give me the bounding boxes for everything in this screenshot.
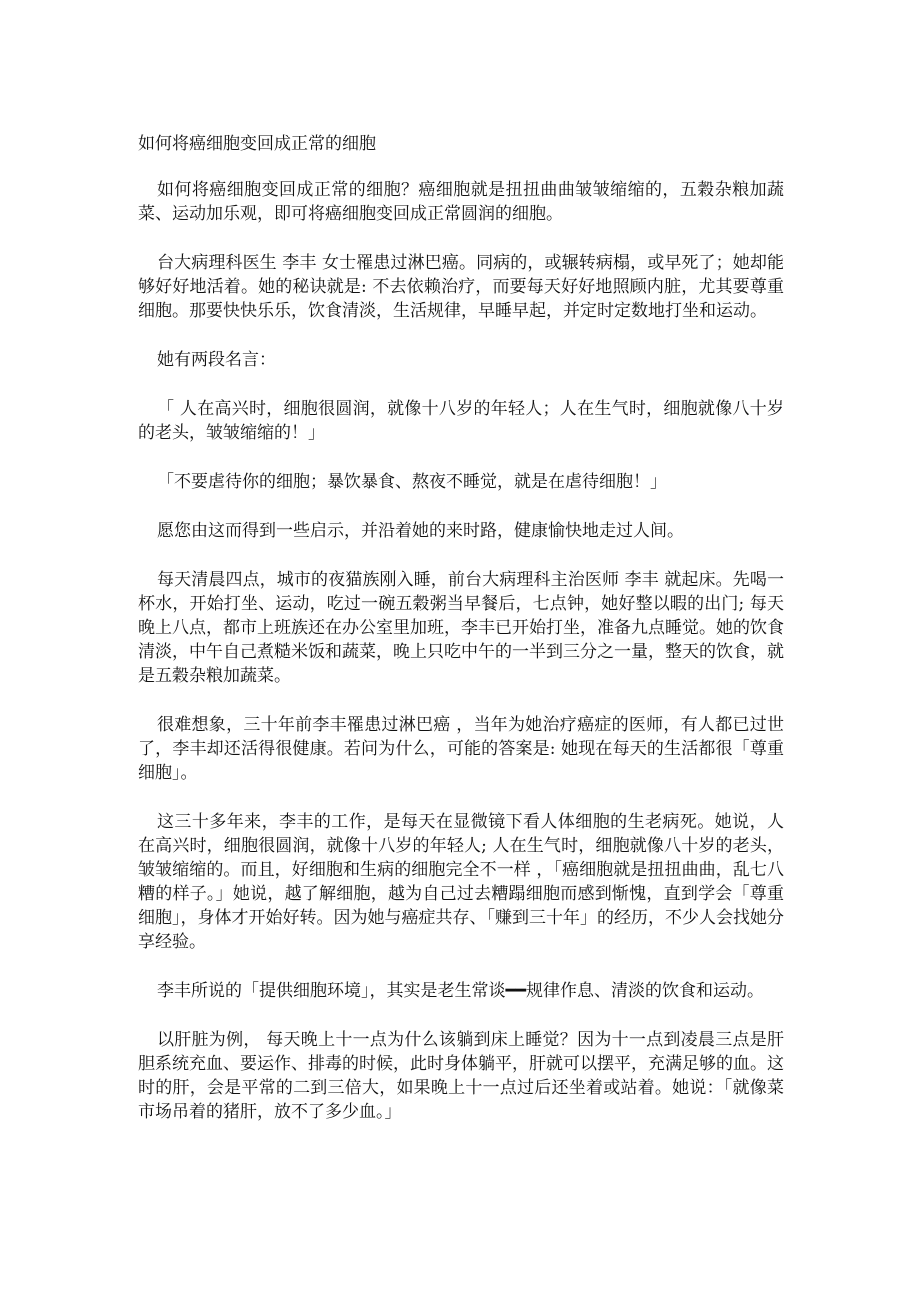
paragraph: 如何将癌细胞变回成正常的细胞？癌细胞就是扭扭曲曲皱皱缩缩的，五穀杂粮加蔬菜、运动加乐观，即可将癌细胞变回成正常圆润的细胞。: [138, 180, 784, 224]
paragraph: 台大病理科医生 李丰 女士罹患过淋巴癌。同病的，或辗转病榻，或早死了；她却能够好好地活着。她的秘诀就是: 不去依赖治疗，而要每天好好地照顾内脏，尤其要尊重细胞。那要快快乐乐，饮食清淡，生活规律，早睡早起，并定时定数地打坐和运动。: [138, 253, 784, 321]
paragraph: 很难想象，三十年前李丰罹患过淋巴癌 ，当年为她治疗癌症的医师，有人都已过世了，李丰却还活得很健康。若问为什么，可能的答案是: 她现在每天的生活都很「尊重细胞」。: [138, 715, 784, 783]
paragraph: 这三十多年来，李丰的工作，是每天在显微镜下看人体细胞的生老病死。她说，人在高兴时，细胞很圆润，就像十八岁的年轻人; 人在生气时，细胞就像八十岁的老头，皱皱缩缩的。而且，好细胞和生病的细胞完全不一样 ，「癌细胞就是扭扭曲曲，乱七八糟的样子。」她说，越了解细胞，越为自己过去糟蹋细胞而感到惭愧，直到学会「尊重细胞」，身体才开始好转。因为她与癌症共存、「赚到三十年」的经历，不少人会找她分享经验。: [138, 812, 784, 952]
quote-paragraph: 「 人在高兴时，细胞很圆润，就像十八岁的年轻人；人在生气时，细胞就像八十岁的老头，皱皱缩缩的！」: [138, 399, 784, 443]
paragraph: 以肝脏为例， 每天晚上十一点为什么该躺到床上睡觉？因为十一点到凌晨三点是肝胆系统充血、要运作、排毒的时候，此时身体躺平，肝就可以摆平，充满足够的血。这时的肝，会是平常的二到三倍大，如果晚上十一点过后还坐着或站着。她说：「就像菜市场吊着的猪肝，放不了多少血。」: [138, 1030, 784, 1122]
paragraph: 愿您由这而得到一些启示，并沿着她的来时路，健康愉快地走过人间。: [157, 521, 684, 541]
document-title: 如何将癌细胞变回成正常的细胞: [138, 134, 376, 154]
paragraph: 每天清晨四点，城市的夜猫族刚入睡，前台大病理科主治医师 李丰 就起床。先喝一杯水，开始打坐、运动，吃过一碗五穀粥当早餐后，七点钟，她好整以暇的出门; 每天晚上八点，都市上班族还在办公室里加班，李丰已开始打坐，准备九点睡觉。她的饮食清淡，中午自己煮糙米饭和蔬菜，晚上只吃中午的一半到三分之一量，整天的饮食，就是五穀杂粮加蔬菜。: [138, 570, 784, 686]
paragraph: 李丰所说的「提供细胞环境」，其实是老生常谈━━规律作息、清淡的饮食和运动。: [157, 981, 764, 1001]
paragraph: 她有两段名言：: [157, 350, 276, 370]
quote-paragraph: 「不要虐待你的细胞；暴饮暴食、熬夜不睡觉，就是在虐待细胞！」: [157, 472, 667, 492]
document-page: [138, 132, 784, 1149]
